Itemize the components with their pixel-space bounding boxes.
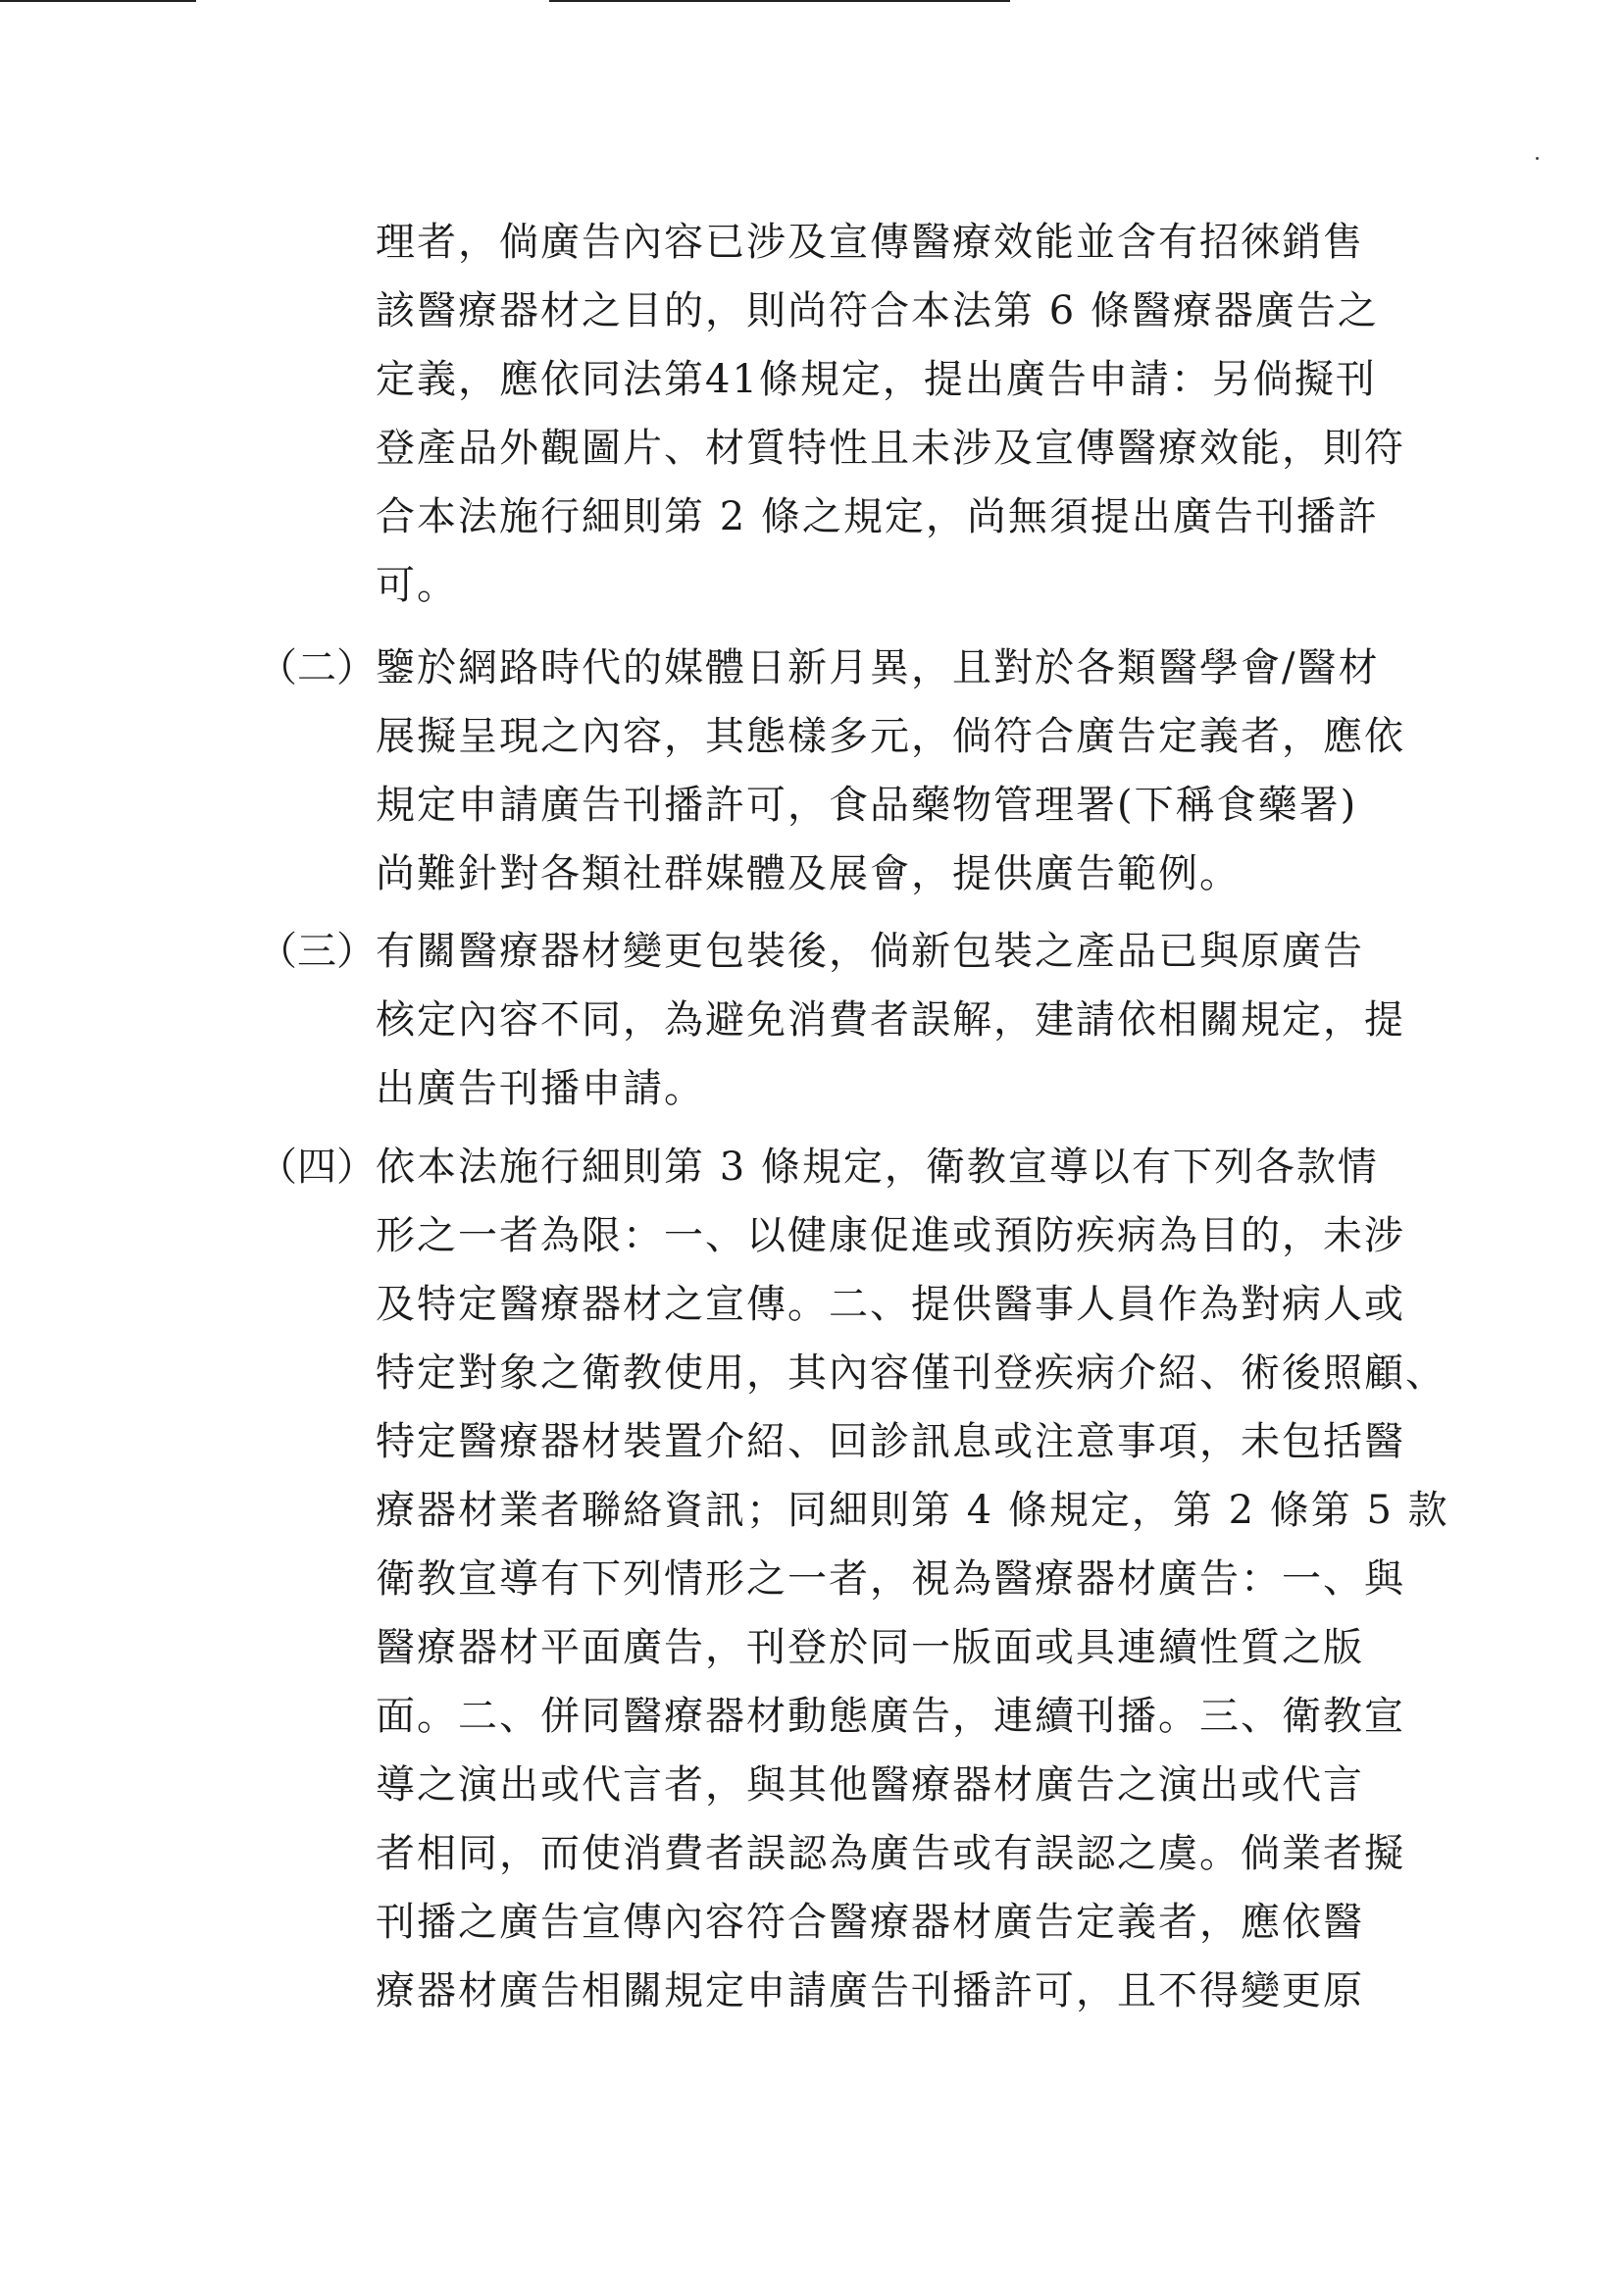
item-4-line: 特定醫療器材裝置介紹、回診訊息或注意事項，未包括醫	[376, 1419, 1405, 1464]
item-marker-3: （三）	[258, 929, 376, 974]
item-marker-4: （四）	[258, 1145, 376, 1190]
item-4-line: 衛教宣導有下列情形之一者，視為醫療器材廣告：一、與	[376, 1556, 1405, 1602]
item-4-line: 特定對象之衛教使用，其內容僅刊登疾病介紹、術後照顧、	[376, 1350, 1446, 1396]
intro-line: 合本法施行細則第 2 條之規定，尚無須提出廣告刊播許	[376, 494, 1379, 539]
item-3-line: 有關醫療器材變更包裝後，倘新包裝之產品已與原廣告	[376, 929, 1364, 974]
intro-line: 理者，倘廣告內容已涉及宣傳醫療效能並含有招徠銷售	[376, 220, 1364, 265]
item-4-line: 醫療器材平面廣告，刊登於同一版面或具連續性質之版	[376, 1625, 1364, 1670]
intro-line: 登產品外觀圖片、材質特性且未涉及宣傳醫療效能，則符	[376, 426, 1405, 471]
item-3-line: 核定內容不同，為避免消費者誤解，建請依相關規定，提	[376, 997, 1405, 1043]
item-2-line: 尚難針對各類社群媒體及展會，提供廣告範例。	[376, 851, 1241, 896]
item-4-line: 形之一者為限：一、以健康促進或預防疾病為目的，未涉	[376, 1213, 1405, 1258]
scan-speck	[1536, 157, 1539, 160]
item-2-line: 展擬呈現之內容，其態樣多元，倘符合廣告定義者，應依	[376, 714, 1405, 759]
item-4-line: 導之演出或代言者，與其他醫療器材廣告之演出或代言	[376, 1762, 1364, 1808]
intro-line: 可。	[376, 563, 458, 608]
intro-line: 該醫療器材之目的，則尚符合本法第 6 條醫療器廣告之	[376, 288, 1379, 333]
item-4-line: 療器材廣告相關規定申請廣告刊播許可，且不得變更原	[376, 1968, 1364, 2013]
item-2-line: 規定申請廣告刊播許可，食品藥物管理署(下稱食藥署)	[376, 783, 1358, 828]
item-4-line: 者相同，而使消費者誤認為廣告或有誤認之虞。倘業者擬	[376, 1831, 1405, 1876]
scan-edge-mark-center	[549, 0, 1010, 2]
scan-edge-mark-left	[0, 0, 196, 2]
intro-line: 定義，應依同法第41條規定，提出廣告申請：另倘擬刊	[376, 357, 1377, 402]
item-4-line: 療器材業者聯絡資訊；同細則第 4 條規定，第 2 條第 5 款	[376, 1488, 1449, 1533]
item-3-line: 出廣告刊播申請。	[376, 1066, 705, 1111]
item-2-line: 鑒於網路時代的媒體日新月異，且對於各類醫學會/醫材	[376, 645, 1380, 690]
item-marker-2: （二）	[258, 645, 376, 690]
item-4-line: 面。二、併同醫療器材動態廣告，連續刊播。三、衛教宣	[376, 1694, 1405, 1739]
item-4-line: 刊播之廣告宣傳內容符合醫療器材廣告定義者，應依醫	[376, 1900, 1364, 1945]
item-4-line: 及特定醫療器材之宣傳。二、提供醫事人員作為對病人或	[376, 1282, 1405, 1327]
item-4-line: 依本法施行細則第 3 條規定，衛教宣導以有下列各款情	[376, 1145, 1379, 1190]
